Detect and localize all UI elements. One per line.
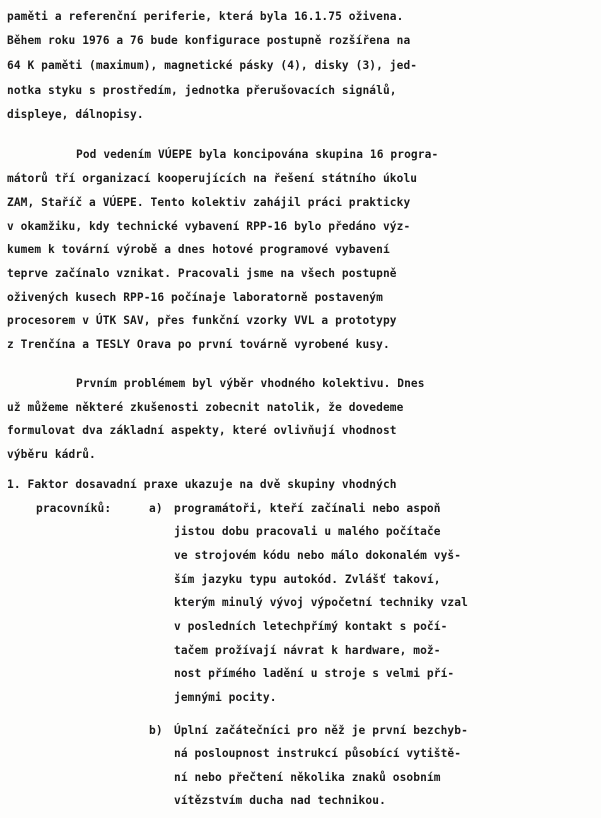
text-line: 64 K paměti (maximum), magnetické pásky (4), disky (3), jed-: [7, 59, 418, 72]
sub-item-line: jemnými pocity.: [174, 691, 277, 704]
text-line: notka styku s prostředím, jednotka přerušovacích signálů,: [7, 84, 397, 97]
sub-item-label: a): [149, 502, 163, 515]
sub-item-line: ším jazyku typu autokód. Zvlášť takoví,: [174, 573, 441, 586]
text-line: v okamžiku, kdy technické vybavení RPP-16 bylo předáno výz-: [7, 220, 411, 233]
text-line: z Trenčína a TESLY Orava po první továrně vyrobené kusy.: [7, 338, 390, 351]
text-line: Během roku 1976 a 76 bude konfigurace postupně rozšířena na: [7, 34, 411, 47]
sub-item-line: ní nebo přečtení několika znaků osobním: [174, 771, 441, 784]
text-line: ZAM, Staříč a VÚEPE. Tento kolektiv zahájil práci prakticky: [7, 196, 411, 209]
text-line: už můžeme některé zkušenosti zobecnit natolik, že dovedeme: [7, 401, 404, 414]
sub-item-line: vítězstvím ducha nad technikou.: [174, 794, 386, 807]
sub-item-line: v posledních letechpřímý kontakt s počí-: [174, 620, 448, 633]
sub-item-line: nost přímého ladění u stroje s velmi pří-: [174, 667, 455, 680]
text-line: oživených kusech RPP-16 počínaje laboratorně postaveným: [7, 291, 383, 304]
text-line: Prvním problémem byl výběr vhodného kolektivu. Dnes: [76, 377, 425, 390]
list-item-heading: 1. Faktor dosavadní praxe ukazuje na dvě skupiny vhodných: [7, 478, 397, 491]
sub-item-line: ná posloupnost instrukcí působící vytiště-: [174, 747, 462, 760]
sub-item-line: Úplní začátečníci pro něž je první bezchyb-: [174, 724, 468, 737]
text-line: výběru kádrů.: [7, 448, 96, 461]
sub-item-line: jistou dobu pracovali u malého počítače: [174, 525, 441, 538]
text-line: formulovat dva základní aspekty, které ovlivňují vhodnost: [7, 424, 397, 437]
text-line: procesorem v ÚTK SAV, přes funkční vzorky VVL a prototypy: [7, 314, 397, 327]
text-line: mátorů tří organizací kooperujících na řešení státního úkolu: [7, 172, 418, 185]
text-line: teprve začínalo vznikat. Pracovali jsme na všech postupně: [7, 267, 397, 280]
sub-item-line: tačem prožívají návrat k hardware, mož-: [174, 644, 441, 657]
list-item-prefix: pracovníků:: [36, 502, 112, 515]
sub-item-line: ve strojovém kódu nebo málo dokonalém vyš-: [174, 549, 462, 562]
sub-item-label: b): [149, 724, 163, 737]
text-line: kumem k tovární výrobě a dnes hotové programové vybavení: [7, 243, 390, 256]
text-line: paměti a referenční periferie, která byla 16.1.75 oživena.: [7, 10, 404, 23]
sub-item-line: programátoři, kteří začínali nebo aspoň: [174, 502, 441, 515]
sub-item-line: kterým minulý vývoj výpočetní techniky vzal: [174, 596, 468, 609]
text-line: Pod vedením VÚEPE byla koncipována skupina 16 progra-: [76, 148, 439, 161]
text-line: displeye, dálnopisy.: [7, 108, 144, 121]
